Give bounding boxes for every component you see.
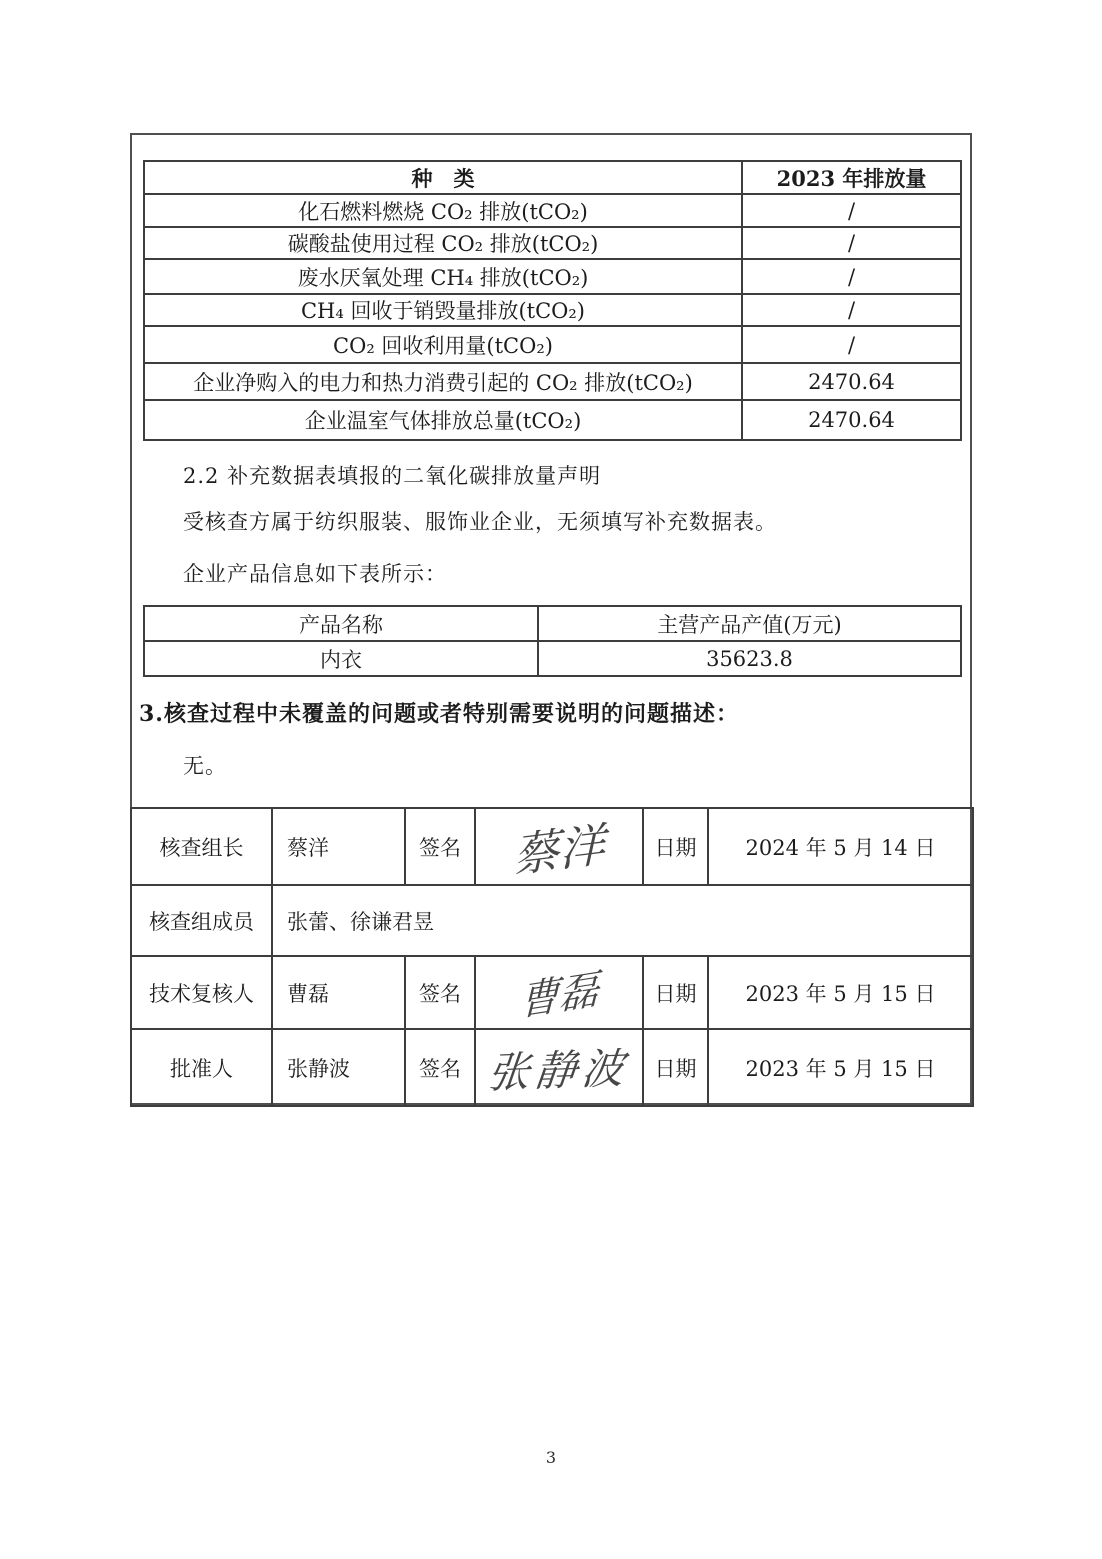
table-row <box>144 363 961 400</box>
reviewer-signature: 曹磊 <box>519 966 599 1026</box>
product-name: 内衣 <box>144 641 538 676</box>
emission-category: CO₂ 回收利用量(tCO₂) <box>144 326 742 363</box>
person-name: 曹磊 <box>272 956 405 1029</box>
signoff-row-leader <box>131 808 973 885</box>
page-number: 3 <box>545 1448 557 1467</box>
signature-cell <box>475 956 643 1029</box>
emission-category: CH₄ 回收于销毁量排放(tCO₂) <box>144 294 742 326</box>
section-2-2-statement: 受核查方属于纺织服装、服饰业企业，无须填写补充数据表。 <box>183 510 777 534</box>
emissions-header-row <box>144 161 961 194</box>
leader-signature: 蔡洋 <box>512 816 606 883</box>
emission-category: 碳酸盐使用过程 CO₂ 排放(tCO₂) <box>144 227 742 259</box>
table-row <box>144 641 961 676</box>
table-row <box>144 194 961 227</box>
emission-value: 2470.64 <box>742 363 961 400</box>
product-header-value: 主营产品产值(万元) <box>538 606 961 641</box>
emission-value: 2470.64 <box>742 400 961 440</box>
sign-label: 签名 <box>405 808 475 885</box>
product-header-row <box>144 606 961 641</box>
product-info-table <box>143 605 962 677</box>
signoff-table <box>130 807 974 1107</box>
signature-cell <box>475 1029 643 1106</box>
date-label: 日期 <box>643 956 708 1029</box>
approver-signature: 张静波 <box>485 1042 632 1098</box>
emission-value: / <box>742 194 961 227</box>
emissions-summary-table <box>143 160 962 441</box>
product-header-name: 产品名称 <box>144 606 538 641</box>
emissions-header-type: 种 类 <box>144 161 742 194</box>
section-2-2-heading: 2.2 补充数据表填报的二氧化碳排放量声明 <box>183 464 602 488</box>
role-label: 核查组长 <box>131 808 272 885</box>
emission-category: 化石燃料燃烧 CO₂ 排放(tCO₂) <box>144 194 742 227</box>
signoff-row-reviewer <box>131 956 973 1029</box>
signature-cell <box>475 808 643 885</box>
role-label: 技术复核人 <box>131 956 272 1029</box>
sign-label: 签名 <box>405 956 475 1029</box>
role-label: 核查组成员 <box>131 885 272 956</box>
product-table-intro: 企业产品信息如下表所示： <box>183 562 447 586</box>
date-value: 2023 年 5 月 15 日 <box>708 1029 973 1106</box>
signoff-row-approver <box>131 1029 973 1106</box>
person-name: 张静波 <box>272 1029 405 1106</box>
table-row <box>144 400 961 440</box>
sign-label: 签名 <box>405 1029 475 1106</box>
product-value: 35623.8 <box>538 641 961 676</box>
date-value: 2023 年 5 月 15 日 <box>708 956 973 1029</box>
table-row <box>144 227 961 259</box>
emission-value: / <box>742 259 961 294</box>
emission-category: 废水厌氧处理 CH₄ 排放(tCO₂) <box>144 259 742 294</box>
person-name: 蔡洋 <box>272 808 405 885</box>
emission-category: 企业温室气体排放总量(tCO₂) <box>144 400 742 440</box>
date-value: 2024 年 5 月 14 日 <box>708 808 973 885</box>
members-names: 张蕾、徐谦君昱 <box>272 885 973 956</box>
table-row <box>144 259 961 294</box>
table-row <box>144 326 961 363</box>
emission-category: 企业净购入的电力和热力消费引起的 CO₂ 排放(tCO₂) <box>144 363 742 400</box>
table-row <box>144 294 961 326</box>
section-3-heading: 3.核查过程中未覆盖的问题或者特别需要说明的问题描述： <box>139 701 739 727</box>
section-3-content: 无。 <box>183 754 227 778</box>
date-label: 日期 <box>643 808 708 885</box>
date-label: 日期 <box>643 1029 708 1106</box>
emissions-header-amount: 2023 年排放量 <box>742 161 961 194</box>
emission-value: / <box>742 294 961 326</box>
emission-value: / <box>742 227 961 259</box>
signoff-row-members <box>131 885 973 956</box>
emission-value: / <box>742 326 961 363</box>
role-label: 批准人 <box>131 1029 272 1106</box>
